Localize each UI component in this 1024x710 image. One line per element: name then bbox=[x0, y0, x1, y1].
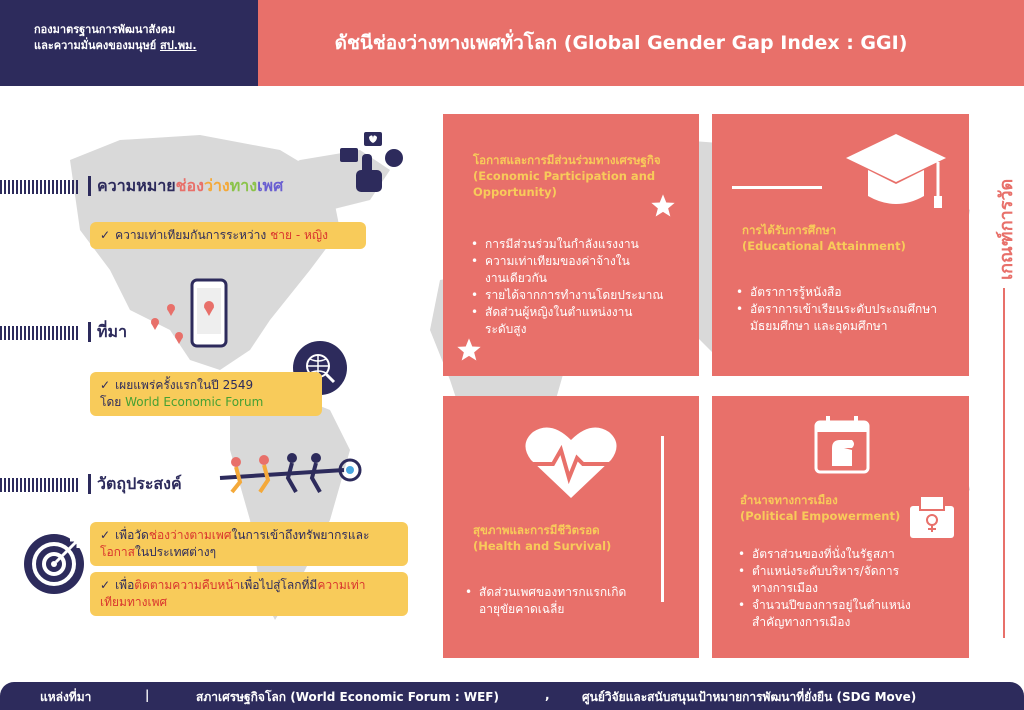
section-divider-objective bbox=[0, 478, 80, 492]
objective-note-2 bbox=[90, 572, 408, 616]
target-icon bbox=[22, 532, 86, 596]
origin-note bbox=[90, 372, 322, 416]
meaning-note bbox=[90, 222, 366, 249]
card-education-title bbox=[742, 222, 942, 254]
card-education bbox=[712, 114, 969, 376]
section-divider-origin bbox=[0, 326, 80, 340]
objective-note-highlight: โอกาส bbox=[100, 545, 135, 559]
meaning-title-part: ว่าง bbox=[203, 176, 230, 195]
raised-fist-calendar-icon bbox=[814, 414, 870, 474]
list-item: ระดับสูง bbox=[485, 322, 527, 336]
objective-note-highlight: ติดตามความคืบหน้า bbox=[134, 578, 241, 592]
org-line-2: และความมั่นคงของมนุษย์ bbox=[34, 39, 157, 52]
meaning-note-male: ชาย bbox=[270, 228, 292, 242]
star-icon bbox=[455, 336, 483, 364]
heart-pulse-icon bbox=[523, 424, 619, 500]
check-icon: ✓ bbox=[100, 528, 111, 542]
meaning-title-part: ความหมาย bbox=[97, 176, 176, 195]
section-title-origin: ที่มา bbox=[88, 322, 127, 342]
org-line-2-wrap bbox=[34, 38, 250, 54]
objective-note-text: เพื่อวัด bbox=[115, 528, 149, 542]
card-education-line bbox=[732, 186, 822, 189]
list-item: • การมีส่วนร่วมในกำลังแรงงาน bbox=[469, 236, 689, 252]
card-education-title-th: การได้รับการศึกษา bbox=[742, 223, 837, 237]
objective-note-highlight: ช่องว่างตามเพศ bbox=[148, 528, 232, 542]
card-political-title bbox=[740, 492, 920, 524]
list-item: • ความเท่าเทียมของค่าจ้างใน bbox=[469, 253, 689, 269]
card-economic-title-en2: Opportunity) bbox=[473, 185, 557, 199]
origin-note-wef: World Economic Forum bbox=[125, 395, 264, 409]
meaning-note-female: หญิง bbox=[303, 228, 328, 242]
objective-note-text: ในประเทศต่างๆ bbox=[134, 545, 217, 559]
star-icon bbox=[649, 192, 677, 220]
footer-label: แหล่งที่มา bbox=[40, 690, 92, 704]
list-item: • จำนวนปีของการอยู่ในตำแหน่ง bbox=[736, 597, 962, 613]
card-education-list bbox=[734, 284, 964, 335]
objective-note-text: เพื่อไปสู่โลกที่มี bbox=[240, 578, 318, 592]
card-political-title-th: อำนาจทางการเมือง bbox=[740, 493, 838, 507]
meaning-note-text: ความเท่าเทียมกันการระหว่าง bbox=[115, 228, 267, 242]
objective-note-text: ในการเข้าถึงทรัพยากรและ bbox=[231, 528, 370, 542]
card-economic bbox=[443, 114, 699, 376]
list-item: สำคัญทางการเมือง bbox=[752, 615, 851, 629]
meaning-note-dash: - bbox=[295, 228, 301, 242]
card-economic-title-th: โอกาสและการมีส่วนร่วมทางเศรษฐกิจ bbox=[473, 153, 661, 167]
list-item: • สัดส่วนผู้หญิงในตำแหน่งงาน bbox=[469, 304, 689, 320]
origin-note-line2 bbox=[100, 394, 312, 411]
list-item: อายุขัยคาดเฉลี่ย bbox=[479, 602, 565, 616]
section-title-objective: วัตถุประสงค์ bbox=[88, 474, 182, 494]
card-health-list bbox=[463, 584, 663, 618]
footer-comma: , bbox=[545, 688, 550, 702]
list-item: • อัตราส่วนของที่นั่งในรัฐสภา bbox=[736, 546, 962, 562]
objective-note-highlight: เทียมทางเพศ bbox=[100, 595, 168, 609]
check-icon: ✓ bbox=[100, 378, 111, 392]
card-health bbox=[443, 396, 699, 658]
section-divider-meaning bbox=[0, 180, 80, 194]
card-political bbox=[712, 396, 969, 658]
graduation-cap-icon bbox=[844, 130, 948, 214]
list-item: มัธยมศึกษา และอุดมศึกษา bbox=[750, 319, 888, 333]
list-item: • อัตราการรู้หนังสือ bbox=[734, 284, 964, 300]
origin-note-line1 bbox=[100, 377, 312, 394]
tug-of-war-icon bbox=[216, 448, 362, 496]
smartphone-map-icon bbox=[190, 278, 228, 348]
card-political-list bbox=[736, 546, 962, 631]
list-item: • ตำแหน่งระดับบริหาร/จัดการ bbox=[736, 563, 962, 579]
list-item: • สัดส่วนเพศของทารกแรกเกิด bbox=[463, 584, 663, 600]
social-media-hand-icon bbox=[338, 128, 408, 194]
meaning-title-part: เพศ bbox=[257, 176, 284, 195]
page-title: ดัชนีช่องว่างทางเพศทั่วโลก (Global Gender Gap Index : GGI) bbox=[258, 0, 1024, 86]
objective-note-highlight: ความเท่า bbox=[317, 578, 366, 592]
list-item: ทางการเมือง bbox=[752, 581, 819, 595]
criteria-side-label-text: เกณฑ์การวัด bbox=[996, 178, 1017, 280]
org-line-1: กองมาตรฐานการพัฒนาสังคม bbox=[34, 23, 176, 36]
map-pin-icon bbox=[145, 300, 195, 350]
list-item: • อัตราการเข้าเรียนระดับประถมศึกษา bbox=[734, 301, 964, 317]
card-health-title-en: (Health and Survival) bbox=[473, 539, 612, 553]
objective-note-1 bbox=[90, 522, 408, 566]
card-economic-list bbox=[469, 236, 689, 338]
org-header bbox=[0, 0, 258, 86]
meaning-title-part: ทาง bbox=[229, 176, 258, 195]
meaning-title-part: ช่อง bbox=[175, 176, 204, 195]
criteria-side-label bbox=[990, 140, 1020, 280]
footer-source-sdg: ศูนย์วิจัยและสนับสนุนเป้าหมายการพัฒนาที่ยั่งยืน (SDG Move) bbox=[582, 690, 917, 704]
footer-source bbox=[0, 682, 1024, 710]
origin-note-by: โดย bbox=[100, 395, 122, 409]
objective-note-text: เพื่อ bbox=[115, 578, 135, 592]
list-item: งานเดียวกัน bbox=[485, 271, 547, 285]
org-abbr: สป.พม. bbox=[160, 39, 197, 52]
criteria-side-line bbox=[1003, 288, 1005, 638]
card-health-title-th: สุขภาพและการมีชีวิตรอด bbox=[473, 523, 600, 537]
card-health-title bbox=[473, 522, 663, 554]
origin-note-text: เผยแพร่ครั้งแรกในปี 2549 bbox=[115, 378, 254, 392]
footer-source-wef: สภาเศรษฐกิจโลก (World Economic Forum : WEF) bbox=[196, 690, 499, 704]
list-item: • รายได้จากการทำงานโดยประมาณ bbox=[469, 287, 689, 303]
section-title-meaning bbox=[88, 176, 283, 196]
footer-separator: | bbox=[145, 688, 150, 702]
card-economic-title-en1: (Economic Participation and bbox=[473, 169, 656, 183]
check-icon: ✓ bbox=[100, 228, 111, 242]
card-political-title-en: (Political Empowerment) bbox=[740, 509, 901, 523]
check-icon: ✓ bbox=[100, 578, 111, 592]
card-education-title-en: (Educational Attainment) bbox=[742, 239, 906, 253]
card-health-line bbox=[661, 436, 664, 602]
